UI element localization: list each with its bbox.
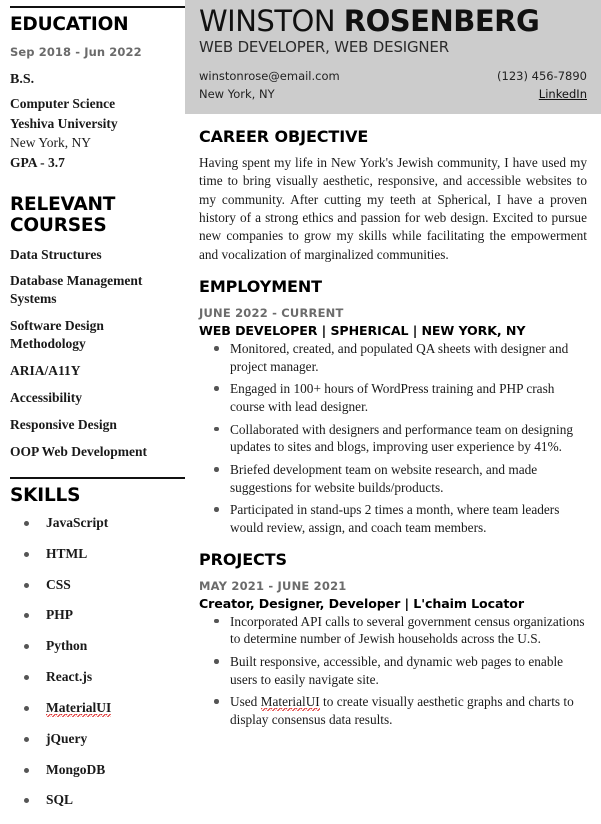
- employment-section: [199, 277, 587, 537]
- course-item: Database Management Systems: [10, 273, 143, 307]
- skill-label: MongoDB: [46, 761, 106, 777]
- education-location: New York, NY: [10, 135, 92, 151]
- contact-row-2: [199, 86, 587, 104]
- employment-heading: EMPLOYMENT: [199, 277, 322, 296]
- skill-item: [10, 608, 175, 623]
- skill-item: [10, 547, 175, 562]
- skill-label: CSS: [46, 576, 71, 592]
- project-bullet: Built responsive, accessible, and dynamic web pages to enable users to easily navigate site.: [199, 653, 587, 688]
- skill-label: Python: [46, 638, 88, 654]
- skill-item: [10, 793, 175, 808]
- skills-section: [0, 486, 185, 808]
- projects-bullets: [199, 613, 587, 729]
- career-objective-heading: CAREER OBJECTIVE: [199, 126, 369, 146]
- skill-item: [10, 578, 175, 593]
- contact-row-1: [199, 68, 587, 86]
- course-item: Data Structures: [10, 246, 102, 262]
- sidebar-skills-divider: [10, 477, 185, 479]
- employment-bullet: Collaborated with designers and performance team on designing updates to sites and blogs, improving user experience by 41%.: [199, 421, 587, 456]
- skill-item: [10, 732, 175, 747]
- employment-date: JUNE 2022 - CURRENT: [199, 306, 344, 320]
- skill-item: [10, 639, 175, 654]
- education-school: Yeshiva University: [10, 115, 118, 131]
- education-major: Computer Science: [10, 95, 116, 111]
- course-item: Software Design Methodology: [10, 318, 104, 352]
- linkedin-link[interactable]: LinkedIn: [538, 87, 587, 102]
- projects-heading: PROJECTS: [199, 549, 287, 569]
- career-objective-text: Having spent my life in New York's Jewish community, I have used my time to bring visually aesthetic, responsive, and accessible websites to my community. After cutting my teeth at Spherical, I have a proven history of a strong ethics and passion for web design. Excited to pursue new companies to grow my skills while facilitating the empowerment and vocalization of marginalized communities.: [199, 154, 587, 262]
- course-item: Responsive Design: [10, 417, 117, 433]
- contact-phone[interactable]: (123) 456-7890: [497, 69, 587, 84]
- projects-title: Creator, Designer, Developer | L'chaim Locator: [199, 595, 524, 611]
- skill-item: [10, 763, 175, 778]
- employment-bullet: Monitored, created, and populated QA sheets with designer and project manager.: [199, 340, 587, 375]
- candidate-last-name: ROSENBERG: [343, 4, 540, 38]
- skill-label: MaterialUI: [46, 699, 112, 715]
- skill-label: PHP: [46, 607, 73, 623]
- employment-bullet: Briefed development team on website research, and made suggestions for website builds/products.: [199, 461, 587, 496]
- skill-label: SQL: [46, 792, 74, 808]
- skill-item: [10, 516, 175, 531]
- skill-label: jQuery: [46, 730, 88, 746]
- relevant-courses-list: [10, 246, 175, 462]
- relevant-courses-section: [0, 195, 185, 461]
- employment-bullet: Engaged in 100+ hours of WordPress training and PHP crash course with lead designer.: [199, 380, 587, 415]
- main-column: [185, 0, 601, 734]
- employment-bullet: Participated in stand-ups 2 times a month, where team leaders would review, assign, and coach team members.: [199, 501, 587, 536]
- project-bullet-text-pre: Used: [230, 694, 261, 710]
- course-item: ARIA/A11Y: [10, 363, 81, 379]
- project-bullet: [199, 693, 587, 728]
- resume-header: [185, 0, 601, 114]
- skills-heading: SKILLS: [10, 485, 81, 507]
- candidate-name: [199, 6, 587, 37]
- education-heading: EDUCATION: [10, 14, 129, 35]
- education-gpa: GPA - 3.7: [10, 155, 65, 171]
- candidate-first-name: WINSTON: [199, 4, 336, 38]
- candidate-subtitle: WEB DEVELOPER, WEB DESIGNER: [199, 38, 449, 57]
- career-objective-section: [199, 127, 587, 264]
- sidebar-top-divider: [10, 6, 185, 8]
- employment-title: WEB DEVELOPER | SPHERICAL | NEW YORK, NY: [199, 323, 526, 338]
- skill-label: HTML: [46, 545, 88, 561]
- skill-label: JavaScript: [46, 514, 109, 530]
- course-item: Accessibility: [10, 390, 82, 406]
- project-bullet-text-post: to create visually aesthetic graphs and charts to display consensus data results.: [230, 694, 574, 728]
- education-date: Sep 2018 - Jun 2022: [10, 44, 142, 59]
- contact-location: New York, NY: [199, 87, 275, 102]
- relevant-courses-heading: RELEVANT COURSES: [10, 194, 116, 236]
- project-bullet-misspelled-word: MaterialUI: [260, 694, 320, 710]
- contact-block: [199, 68, 587, 104]
- education-degree: B.S.: [10, 71, 35, 87]
- main-content: [185, 127, 601, 729]
- course-item: OOP Web Development: [10, 444, 147, 460]
- employment-bullets: [199, 340, 587, 537]
- project-bullet: Incorporated API calls to several government census organizations to determine number of Jewish households across the U.S.: [199, 613, 587, 648]
- skill-item: [10, 701, 175, 716]
- projects-date: MAY 2021 - JUNE 2021: [199, 578, 347, 593]
- sidebar: [0, 0, 185, 824]
- skill-item: [10, 670, 175, 685]
- projects-section: [199, 550, 587, 729]
- skills-list: [10, 516, 175, 808]
- contact-email[interactable]: winstonrose@email.com: [199, 69, 340, 84]
- skill-label: React.js: [46, 669, 93, 685]
- education-section: [0, 15, 185, 173]
